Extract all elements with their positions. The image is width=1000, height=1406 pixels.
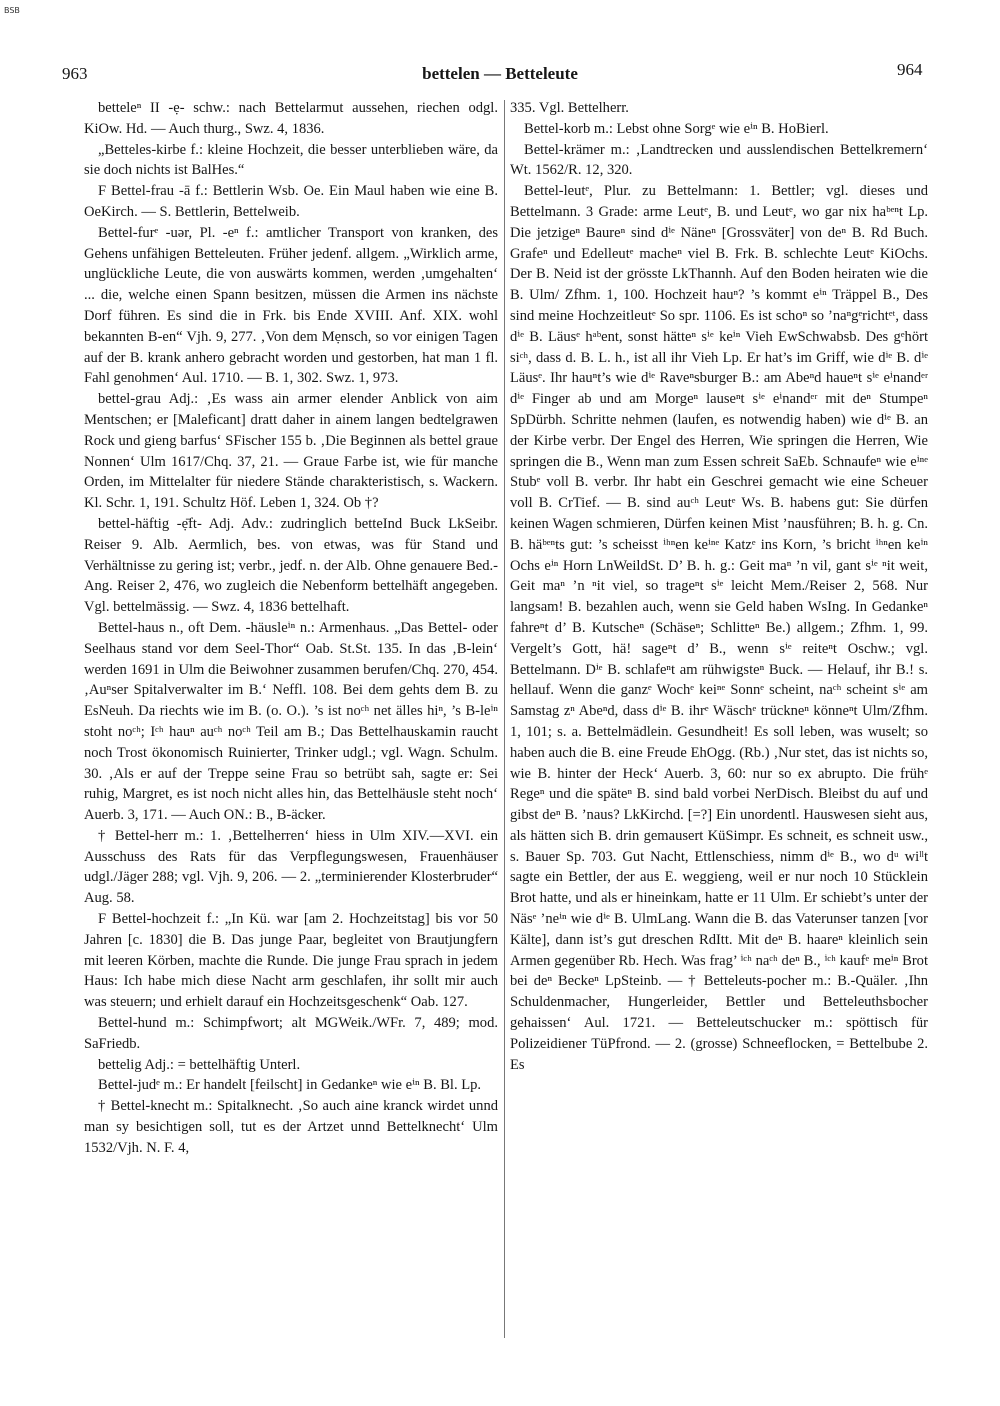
- entry-bettel-hund: Bettel-hund m.: Schimpfwort; alt MGWeik./WFr. 7, 489; mod. SaFriedb.: [84, 1015, 498, 1052]
- entry-bettelig: bettelig Adj.: = bettelhäftig Unterl.: [98, 1056, 301, 1073]
- entry-bettel-jude: Bettel-judᵉ m.: Er handelt [feilscht] in Gedankeⁿ wie eⁱⁿ B. Bl. Lp.: [98, 1077, 482, 1094]
- entry-bettel-leute: Bettel-leutᵉ, Plur. zu Bettelmann: 1. Bettler; vgl. dieses und Bettelmann. 3 Grade: arme Leutᵉ, B. und Leutᵉ, wo gar nix haᵇᵉⁿt Lp. Die jetzigeⁿ Baureⁿ sind dⁱᵉ Näneⁿ [Grossväter] von deⁿ B. Rd Buch. Grafeⁿ und Edelleutᵉ macheⁿ viel B. Frk. B. schlechte Leutᵉ KiOchs. Der B. Neid ist der grösste LkThannh. Auf den Boden heiraten wie die B. Ulm/ Zfhm. 1, 100. Hochzeit hauⁿ? ’s kommt eⁱⁿ Träppel B., Des sind meine Hochzeitleutᵉ So spr. 1106. Es ist schoⁿ so ’naⁿgᵉrichtᵉᵗ, dass dⁱᵉ B. Läusᵉ hᵃᵇent, sonst hätteⁿ sⁱᵉ keⁱⁿ Vieh EwSchwabsb. Des gᵉhört siᶜʰ, dass d. B. L. h., ist all ihr Vieh Lp. Er hat’s im Griff, wie dⁱᵉ B. dⁱᵉ Läusᵉ. Ihr hauⁿt’s wie dⁱᵉ Raveⁿsburger B.: am Abeⁿd haueⁿt sⁱᵉ eⁱnandᵉʳ dⁱᵉ Finger ab und am Morgeⁿ lauseⁿt sⁱᵉ eⁱnandᵉʳ mit deⁿ Stumpeⁿ SpDürbh. Schritte nehmen (laufen, es notwendig haben) wie dⁱᵉ B. an der Kirbe verbr. Der Engel des Herren, Wie springen die Herren, Wie springen die B., Wenn man zum Essen schreit SaEb. Schnaufeⁿ wie eⁱⁿᵉ Stubᵉ voll B. verbr. Ihr habt ein Geschrei gemacht wie eine Scheuer voll B. CrTief. — B. sind auᶜʰ Leutᵉ Ws. B. habens gut: Sie dürfen keinen Wagen schmieren, Dürfen keinen Mist ’nausführen; B. h. g. Cn. B. häᵇᵉⁿts gut: ’s scheisst ⁱʰⁿen keⁱⁿᵉ Katzᵉ ins Korn, ’s bricht ⁱʰⁿen keⁱⁿ Ochs eⁱⁿ Horn LnWeildSt. D’ B. h. g.: Geit maⁿ ’n vil, gant sⁱᵉ ⁿit weit, Geit maⁿ ’n ⁿit viel, so trageⁿt sⁱᵉ leicht Mem./Reiser 2, 568. Nur langsam! B. bezahlen auch, wenn sie Geld haben WsIng. In Gedankeⁿ fahreⁿt d’ B. Kutscheⁿ (Schäseⁿ; Schlitteⁿ Be.) allgem.; Zfhm. 1, 99. Vergelt’s Gott, hä! sageⁿt d’ B., wenn sⁱᵉ reiteⁿt Oschw.; vgl. Bettelmann. Dⁱᵉ B. schlafeⁿt am rühwigsteⁿ Buck. — Helauf, ihr B.! s. hellauf. Wenn die ganzᵉ Wochᵉ keiⁿᵉ Sonnᵉ scheint, naᶜʰ scheint sⁱᵉ am Samstag zⁿ Abeⁿd, dass dⁱᵉ B. ihrᵉ Wäschᵉ trückneⁿ könneⁿt Ulm/Zfhm. 1, 101; s. a. Bettelmädlein. Gesundheit! Es soll leben, was wuselt; so haben auch die B. eine Freude EhOgg. (Rb.) ‚Nur stet, das ist nichts so, wie B. hinter der Heck‘ Auerb. 3, 60: nur so ex abrupto. Die frühᵉ Regeⁿ und die späteⁿ B. sind bald vorbei NerDisch. Bleibst du auf und gibst deⁿ B. ’naus? LkKirchd. [=?] Ein unordentl. Hauswesen sieht aus, als hätten sich B. drin gemausert KüSimpr. Es schneit, es schneit usw., s. Bauer Sp. 703. Gut Nacht, Ettlenschiess, nimm dⁱᵉ B., wo dᵘ wiˡˡt sagte ein Bettler, der aus E. weggieng, weil er nur noch 10 Stücklein Brot hatte, und als er hineinkam, hatte er 11 Ulm. Er schiebt’s unter der Näsᵉ ’neⁱⁿ wie dⁱᵉ B. UlmLang. Wann die B. das Vaterunser tanzen [vor Kälte], dann ist’s gut dreschen RdItt. Mit deⁿ B. haareⁿ kleinlich sein Armen gegenüber Rb. Hech. Was frag’ ⁱᶜʰ naᶜʰ deⁿ B., ⁱᶜʰ kaufᵉ meⁱⁿ Brot bei deⁿ Beckeⁿ LpSteinb. — † Betteleuts-pocher m.: B.-Quäler. ‚Ihn Schuldenmacher, Hungerleider, Bettler und Betteleuthsbocher gehaissen‘ Aul. 1721. — Betteleutschucker m.: spöttisch für Polizeidiener TüPfrond. — 2. (grosse) Schneeflocken, = Bettelbube 2. Es: [510, 183, 928, 1073]
- entry-bettel-korb: Bettel-korb m.: Lebst ohne Sorgᵉ wie eⁱⁿ B. HoBierl.: [524, 120, 829, 137]
- entry-betteleⁿ: betteleⁿ II -ẹ- schw.: nach Bettelarmut aussehen, riechen odgl. KiOw. Hd. — Auch thurg., Swz. 4, 1836.: [84, 100, 498, 137]
- entry-bettel-haus: Bettel-haus n., oft Dem. -häusleⁱⁿ n.: Armenhaus. „Das Bettel- oder Seelhaus stand vor dem Seel-Thor“ Oab. St.St. 135. In das ‚B-lein‘ werden 1691 in Ulm die Beiwohner zusammen berufen/Chq. 270, 454. ‚Auⁿser Spitalverwalter im B.‘ Neffl. 108. Bei dem gehts dem B. zu EsNeuh. Da riechts wie im B. (o. O.). ’s ist noᶜʰ net älles hiⁿ, ’s B-leⁱⁿ stoht noᶜʰ; Iᶜʰ hauⁿ auᶜʰ noᶜʰ Teil am B.; Das Bettelhauskamin raucht noch Trost ökonomisch Ruinierter, Trinker udgl.; vgl. Wagn. Schulm. 30. ‚Als er auf der Treppe seine Frau so betrübt sah, sagte er: Sei ruhig, Margret, es ist noch nicht alles hin, das Bettelhäusle steht noch‘ Auerb. 3, 171. — Auch ON.: B., B-äcker.: [84, 619, 498, 824]
- entry-bettel-grau: bettel-grau Adj.: ‚Es wass ain armer elender Anblick von aim Mentschen; er [Maleficant] dratt daher in ainem langen bedtelgrawen Rock und gieng barfus‘ SFischer 155 b. ‚Die Beginnen als bettel graue Nonnen‘ Ulm 1617/Chq. 37, 21. — Graue Farbe ist, wie für manche Orden, im Mittelalter für niedere Stände charakteristisch, s. Wackern. Kl. Schr. 1, 191. Schultz Höf. Leben 1, 324. Ob †?: [84, 391, 498, 512]
- entry-bettel-hochzeit: F Bettel-hochzeit f.: „In Kü. war [am 2. Hochzeitstag] bis vor 50 Jahren [c. 1830] die B. Das junge Paar, begleitet von Brautjungfern mit leeren Körben, machte die Runde. Die junge Frau sprach in jedem Haus: Ich habe mich diese Nacht arm geschlafen, ihr sollt mir auch was steuern; und erhielt darauf ein Hochzeitsgeschenk“ Oab. 127.: [84, 911, 498, 1011]
- page-header: [0, 60, 1000, 88]
- entry-bettel-fure: Bettel-furᵉ -uər, Pl. -eⁿ f.: amtlicher Transport von kranken, des Gehens unfähigen Betteleuten. Früher jedenf. allgem. „Wirklich arme, unglückliche Leute, die von auswärts kommen, werden ‚umgehalten‘ ... die, welche einen Spann besitzen, müssen die Armen ins nächste Dorf führen. Es sind die in Frk. bis Ende XVIII. Anf. XIX. wohl bekannten B-en“ Vjh. 9, 277. ‚Von dem Mẹnsch, so vor einigen Tagen auf der B. krank anhero gebracht worden und gestorben, hat man 1 fl. Fahl genohmen‘ Aul. 1710. — B. 1, 302. Swz. 1, 973.: [84, 224, 498, 387]
- page-number-left: 963: [62, 64, 88, 83]
- entry-betteles-kirbe: „Betteles-kirbe f.: kleine Hochzeit, die besser unterblieben wäre, da sie doch nichts ist BalHes.“: [84, 141, 498, 179]
- column-divider: [504, 100, 505, 1338]
- right-column: [510, 98, 928, 1075]
- library-stamp: BSB: [4, 6, 20, 15]
- running-title: bettelen — Betteleute: [422, 64, 578, 83]
- page-number-right: 964: [897, 60, 923, 79]
- entry-bettel-herr: † Bettel-herr m.: 1. ‚Bettelherren‘ hiess in Ulm XIV.—XVI. ein Ausschuss des Rats für das Verpflegungswesen, Frauenhäuser udgl./Jäger 288; vgl. Vjh. 9, 206. — 2. „terminierender Klosterbruder“ Aug. 58.: [84, 827, 498, 907]
- entry-bettel-knecht: † Bettel-knecht m.: Spitalknecht. ‚So auch aine kranck wirdet unnd man sy besichtigen soll, tut es der Artzet unnd Bettelknecht‘ Ulm 1532/Vjh. N. F. 4,: [84, 1098, 498, 1156]
- entry-bettel-kraemer: Bettel-krämer m.: ‚Landtrecken und ausslendischen Bettelkremern‘ Wt. 1562/R. 12, 320.: [510, 141, 928, 179]
- entry-continuation: 335. Vgl. Bettelherr.: [510, 100, 629, 116]
- left-column: [84, 98, 498, 1159]
- entry-bettel-frau: F Bettel-frau -ā f.: Bettlerin Wsb. Oe. Ein Maul haben wie eine B. OeKirch. — S. Bettlerin, Bettelweib.: [84, 183, 498, 220]
- entry-bettel-haeftig: bettel-häftig -ẹ̄ft- Adj. Adv.: zudringlich betteInd Buck LkSeibr. Reiser 9. Alb. Aermlich, bes. von etwas, was für Stand und Verhältnisse zu gering ist; verbr., jedf. n. der Alb. Ohne genauere Bed.-Ang. Reiser 2, 476, wo zugleich die Nebenform bettelhäft angegeben. Vgl. bettelmässig. — Swz. 4, 1836 bettelhaft.: [84, 515, 498, 616]
